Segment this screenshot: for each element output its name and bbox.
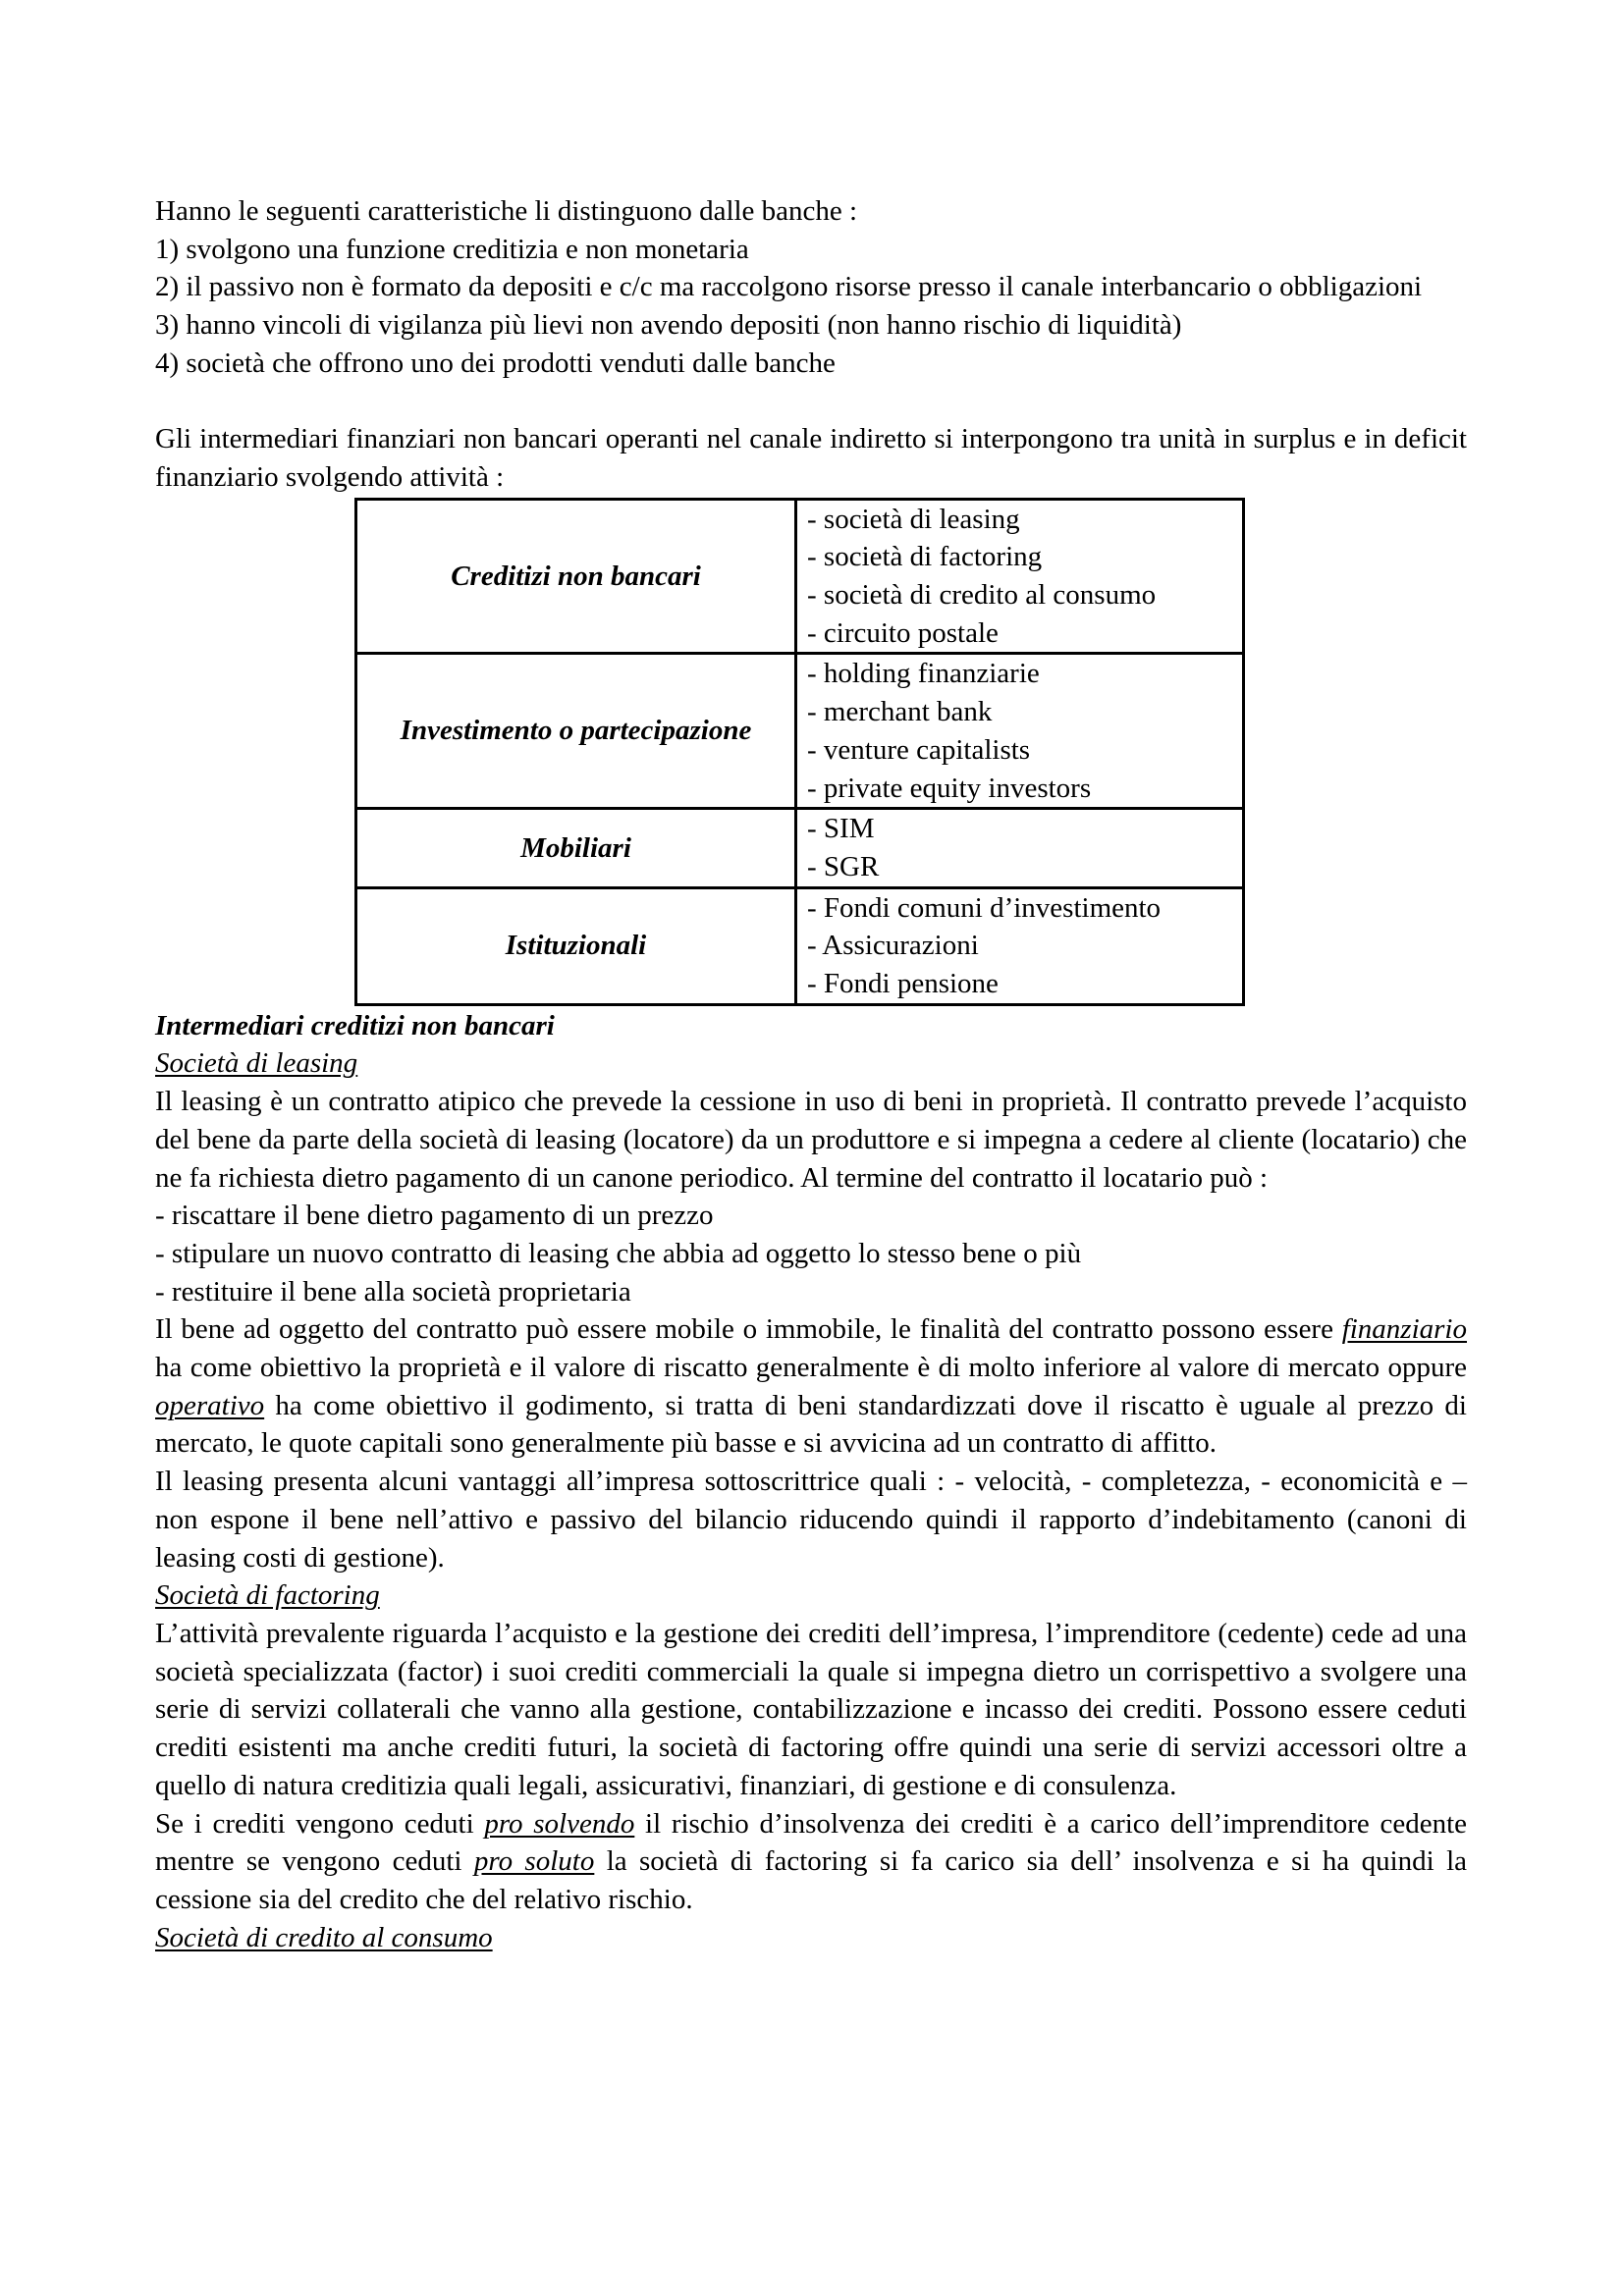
table-row [356, 809, 1244, 887]
term-finanziario: finanziario [1341, 1313, 1467, 1346]
category-cell: Mobiliari [356, 809, 796, 887]
term-operativo: operativo [155, 1389, 265, 1421]
leasing-paragraph-1: Il leasing è un contratto atipico che prevede la cessione in uso di beni in proprietà. Il contratto prevede l’acquisto del bene da parte della società di leasing (locatore) da un produttore e si impegna a cedere al cliente (locatario) che ne fa richiesta dietro pagamento di un canone periodico. Al termine del contratto il locatario può : [155, 1086, 1467, 1194]
intro-point-4: 4) società che offrono uno dei prodotti venduti dalle banche [155, 347, 836, 379]
list-item: - SGR [807, 850, 880, 882]
list-item: - merchant bank [807, 696, 993, 728]
blank-line [155, 383, 1467, 421]
list-item: - Fondi comuni d’investimento [807, 891, 1162, 924]
list-item: - SIM [807, 813, 875, 845]
text-run: ha come obiettivo il godimento, si tratta di beni standardizzati dove il riscatto è uguale al prezzo di mercato, le quote capitali sono generalmente più basse e si avvicina ad un contratto di affitto. [155, 1389, 1467, 1460]
category-cell: Creditizi non bancari [356, 499, 796, 654]
list-item: - venture capitalists [807, 733, 1031, 766]
items-cell [796, 809, 1244, 887]
list-item: - circuito postale [807, 616, 999, 649]
text-run: il rischio d’insolvenza dei crediti è a carico dell’imprenditore cedente mentre se vengono ceduti [155, 1807, 1468, 1878]
intro-point-2: 2) il passivo non è formato da depositi e c/c ma raccolgono risorse presso il canale interbancario o obbligazioni [155, 271, 1423, 303]
term-pro-solvendo: pro solvendo [484, 1807, 635, 1840]
list-item: - Fondi pensione [807, 968, 999, 1000]
leasing-paragraph-2 [155, 1310, 1467, 1463]
leasing-paragraph-3: Il leasing presenta alcuni vantaggi all’impresa sottoscrittrice quali : - velocità, - completezza, - economicità e – non espone il bene nell’attivo e passivo del bilancio riducendo quindi il rapporto d’indebitamento (canoni di leasing costi di gestione). [155, 1466, 1467, 1574]
factoring-heading [155, 1576, 1467, 1615]
intermediaries-table [354, 498, 1245, 1006]
factoring-heading-text: Società di factoring [155, 1579, 380, 1612]
text-run: Se i crediti vengono ceduti [155, 1807, 485, 1840]
list-item: - holding finanziarie [807, 658, 1040, 690]
category-cell: Istituzionali [356, 887, 796, 1004]
document-page [155, 192, 1467, 1956]
category-cell: Investimento o partecipazione [356, 654, 796, 809]
consumer-credit-heading [155, 1919, 1467, 1957]
leasing-heading [155, 1044, 1467, 1083]
table-row [356, 499, 1244, 654]
intro-point-3: 3) hanno vincoli di vigilanza più lievi non avendo depositi (non hanno rischio di liquidità) [155, 309, 1182, 342]
table-row [356, 654, 1244, 809]
leasing-option-3: - restituire il bene alla società proprietaria [155, 1275, 631, 1308]
text-run: Il bene ad oggetto del contratto può essere mobile o immobile, le finalità del contratto possono essere [155, 1313, 1342, 1346]
consumer-credit-heading-text: Società di credito al consumo [155, 1921, 493, 1953]
leasing-option-1: - riscattare il bene dietro pagamento di un prezzo [155, 1200, 714, 1232]
list-item: - società di leasing [807, 503, 1020, 535]
table-intro-paragraph: Gli intermediari finanziari non bancari operanti nel canale indiretto si interpongono tra unità in surplus e in deficit finanziario svolgendo attività : [155, 423, 1467, 493]
intro-point-1: 1) svolgono una funzione creditizia e non monetaria [155, 233, 749, 265]
items-cell [796, 887, 1244, 1004]
list-item: - private equity investors [807, 772, 1092, 804]
text-run: ha come obiettivo la proprietà e il valore di riscatto generalmente è di molto inferiore al valore di mercato oppure [155, 1352, 1467, 1384]
term-pro-soluto: pro soluto [473, 1845, 595, 1878]
intro-lead: Hanno le seguenti caratteristiche li distinguono dalle banche : [155, 195, 858, 227]
list-item: - società di factoring [807, 541, 1043, 573]
text-run: la società di factoring si fa carico sia dell’ insolvenza e si ha quindi la cessione sia del credito che del relativo rischio. [155, 1845, 1468, 1915]
factoring-paragraph-1: L’attività prevalente riguarda l’acquisto e la gestione dei crediti dell’impresa, l’imprenditore (cedente) cede ad una società specializzata (factor) i suoi crediti commerciali la quale si impegna dietro un corrispettivo a svolgere una serie di servizi collaterali che vanno alla gestione, contabilizzazione e incasso dei crediti. Possono essere ceduti crediti esistenti ma anche crediti futuri, la società di factoring offre quindi una serie di servizi accessori oltre a quello di natura creditizia quali legali, assicurativi, finanziari, di gestione e di consulenza. [155, 1618, 1467, 1801]
table-row [356, 887, 1244, 1004]
list-item: - società di credito al consumo [807, 579, 1157, 612]
leasing-option-2: - stipulare un nuovo contratto di leasing che abbia ad oggetto lo stesso bene o più [155, 1237, 1082, 1269]
leasing-heading-text: Società di leasing [155, 1047, 358, 1080]
items-cell [796, 654, 1244, 809]
factoring-paragraph-2 [155, 1805, 1467, 1919]
list-item: - Assicurazioni [807, 930, 979, 962]
section-title: Intermediari creditizi non bancari [155, 1009, 555, 1041]
items-cell [796, 499, 1244, 654]
